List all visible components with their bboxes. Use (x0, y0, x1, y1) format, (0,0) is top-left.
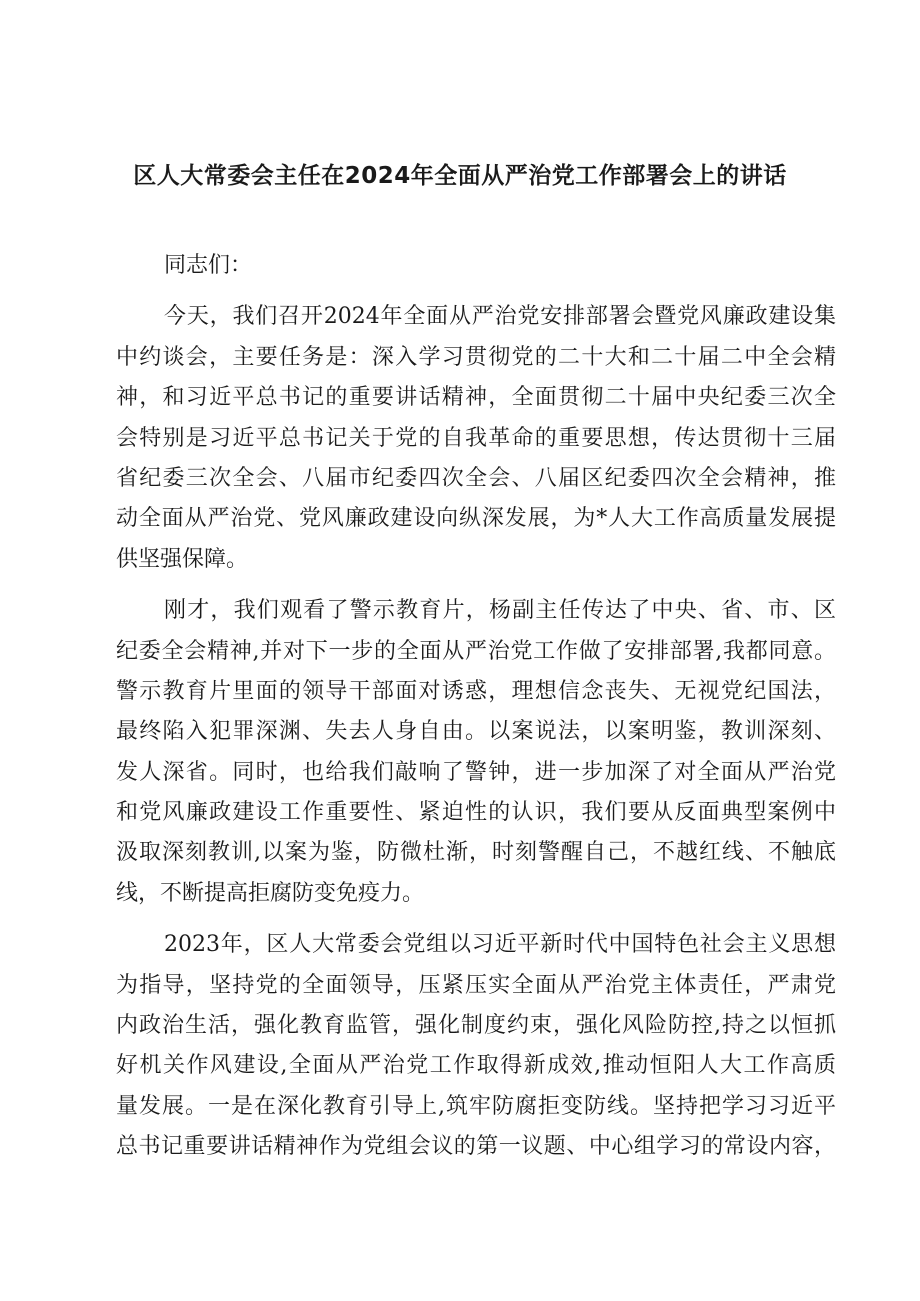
paragraph-gap (116, 914, 836, 925)
paragraph-line: 神，和习近平总书记的重要讲话精神，全面贯彻二十届中央纪委三次全 (116, 385, 836, 411)
paragraph-2 (116, 591, 836, 914)
paragraph-line: 总书记重要讲话精神作为党组会议的第一议题、中心组学习的常设内容， (116, 1134, 836, 1160)
paragraph-line: 会特别是习近平总书记关于党的自我革命的重要思想，传达贯彻十三届 (116, 425, 836, 451)
paragraph-1 (116, 297, 836, 580)
paragraph-line: 最终陷入犯罪深渊、失去人身自由。以案说法，以案明鉴，教训深刻、 (116, 719, 836, 745)
paragraph-line: 纪委全会精神,并对下一步的全面从严治党工作做了安排部署,我都同意。 (116, 638, 836, 664)
paragraph-line: 供坚强保障。 (116, 546, 249, 572)
paragraph-line: 动全面从严治党、党风廉政建设向纵深发展，为*人大工作高质量发展提 (116, 506, 836, 532)
paragraph-line: 内政治生活，强化教育监管，强化制度约束，强化风险防控,持之以恒抓 (116, 1013, 836, 1039)
paragraph-line: 和党风廉政建设工作重要性、紧迫性的认识，我们要从反面典型案例中 (116, 800, 836, 826)
paragraph-line: 省纪委三次全会、八届市纪委四次全会、八届区纪委四次全会精神，推 (116, 465, 836, 491)
document-title: 区人大常委会主任在2024年全面从严治党工作部署会上的讲话 (133, 163, 787, 189)
paragraph-line: 警示教育片里面的领导干部面对诱惑，理想信念丧失、无视党纪国法， (116, 678, 836, 704)
paragraph-line: 今天，我们召开2024年全面从严治党安排部署会暨党风廉政建设集 (164, 304, 836, 330)
paragraph-gap (116, 580, 836, 591)
paragraph-line: 中约谈会，主要任务是：深入学习贯彻党的二十大和二十届二中全会精 (116, 344, 836, 370)
salutation: 同志们： (164, 253, 253, 278)
paragraph-line: 量发展。一是在深化教育引导上,筑牢防腐拒变防线。坚持把学习习近平 (116, 1093, 836, 1119)
paragraph-gap (116, 286, 836, 297)
paragraph-3 (116, 925, 836, 1167)
paragraph-line: 2023年，区人大常委会党组以习近平新时代中国特色社会主义思想 (164, 932, 836, 958)
paragraph-line: 刚才，我们观看了警示教育片，杨副主任传达了中央、省、市、区 (164, 598, 836, 624)
paragraph-line: 发人深省。同时，也给我们敲响了警钟，进一步加深了对全面从严治党 (116, 759, 836, 785)
document-body (116, 246, 836, 1168)
paragraph-line: 线，不断提高拒腐防变免疫力。 (116, 880, 425, 906)
paragraph-line: 为指导，坚持党的全面领导，压紧压实全面从严治党主体责任，严肃党 (116, 972, 836, 998)
paragraph-line: 汲取深刻教训,以案为鉴，防微杜渐，时刻警醒自己，不越红线、不触底 (116, 840, 836, 866)
paragraph-line: 好机关作风建设,全面从严治党工作取得新成效,推动恒阳人大工作高质 (116, 1053, 836, 1079)
